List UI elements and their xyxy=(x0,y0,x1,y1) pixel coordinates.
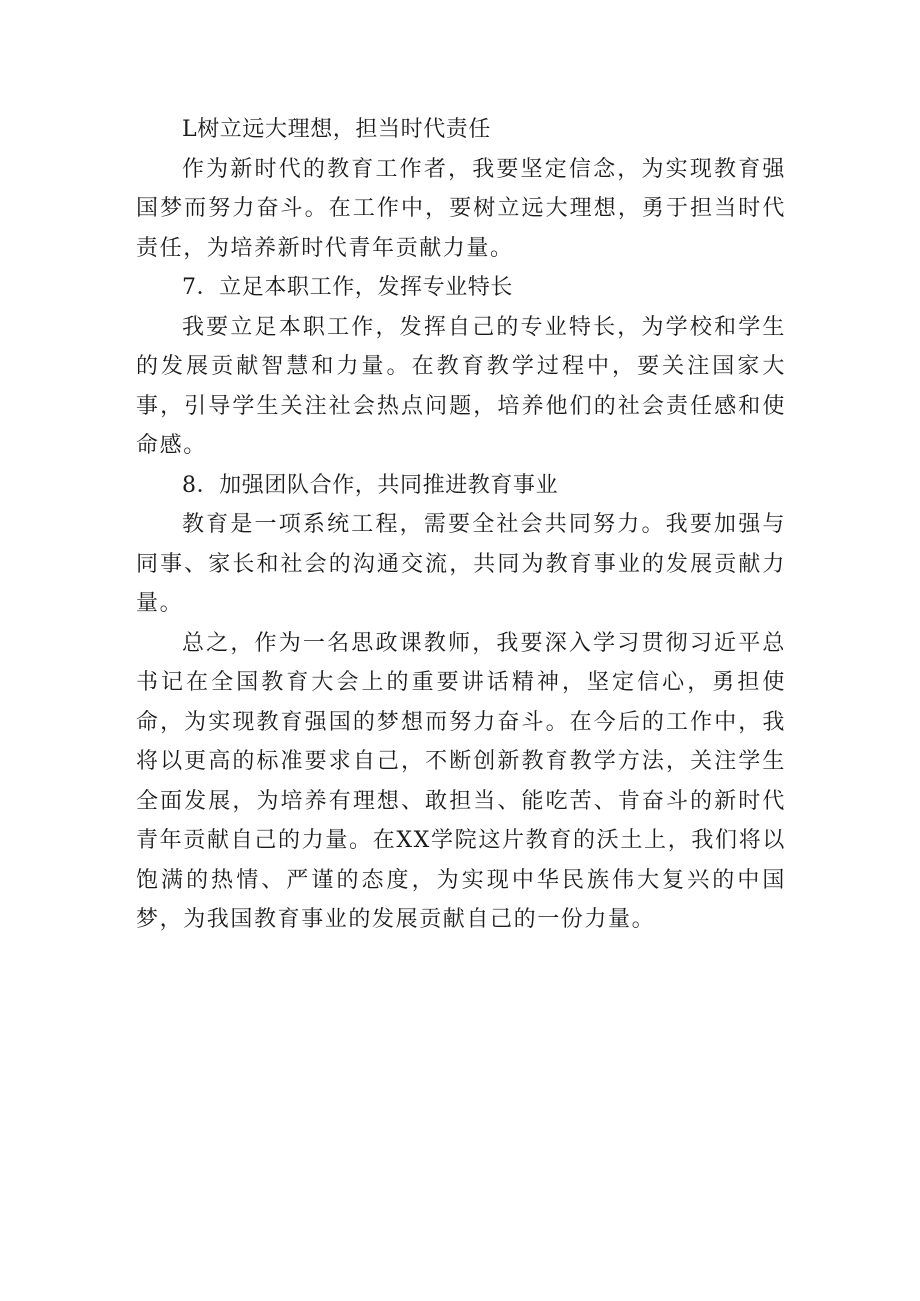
section-heading-teamwork: 8．加强团队合作，共同推进教育事业 xyxy=(182,472,559,498)
section-paragraph-teamwork: 教育是一项系统工程，需要全社会共同努力。我要加强与同事、家长和社会的沟通交流，共同为教育事业的发展贡献力量。 xyxy=(136,512,786,616)
section-heading-ideal: L树立远大理想，担当时代责任 xyxy=(182,117,492,142)
conclusion-paragraph: 总之，作为一名思政课教师，我要深入学习贯彻习近平总书记在全国教育大会上的重要讲话精神，坚定信心，勇担使命，为实现教育强国的梦想而努力奋斗。在今后的工作中，我将以更高的标准要求自己，不断创新教育教学方法，关注学生全面发展，为培养有理想、敢担当、能吃苦、肯奋斗的新时代青年贡献自己的力量。在XX学院这片教育的沃土上，我们将以饱满的热情、严谨的态度，为实现中华民族伟大复兴的中国梦，为我国教育事业的发展贡献自己的一份力量。 xyxy=(136,630,786,932)
section-heading-duty: 7．立足本职工作，发挥专业特长 xyxy=(182,275,513,300)
document-body xyxy=(136,110,786,940)
section-paragraph-ideal: 作为新时代的教育工作者，我要坚定信念，为实现教育强国梦而努力奋斗。在工作中，要树立远大理想，勇于担当时代责任，为培养新时代青年贡献力量。 xyxy=(136,156,786,261)
section-paragraph-duty: 我要立足本职工作，发挥自己的专业特长，为学校和学生的发展贡献智慧和力量。在教育教学过程中，要关注国家大事，引导学生关注社会热点问题，培养他们的社会责任感和使命感。 xyxy=(136,314,786,458)
